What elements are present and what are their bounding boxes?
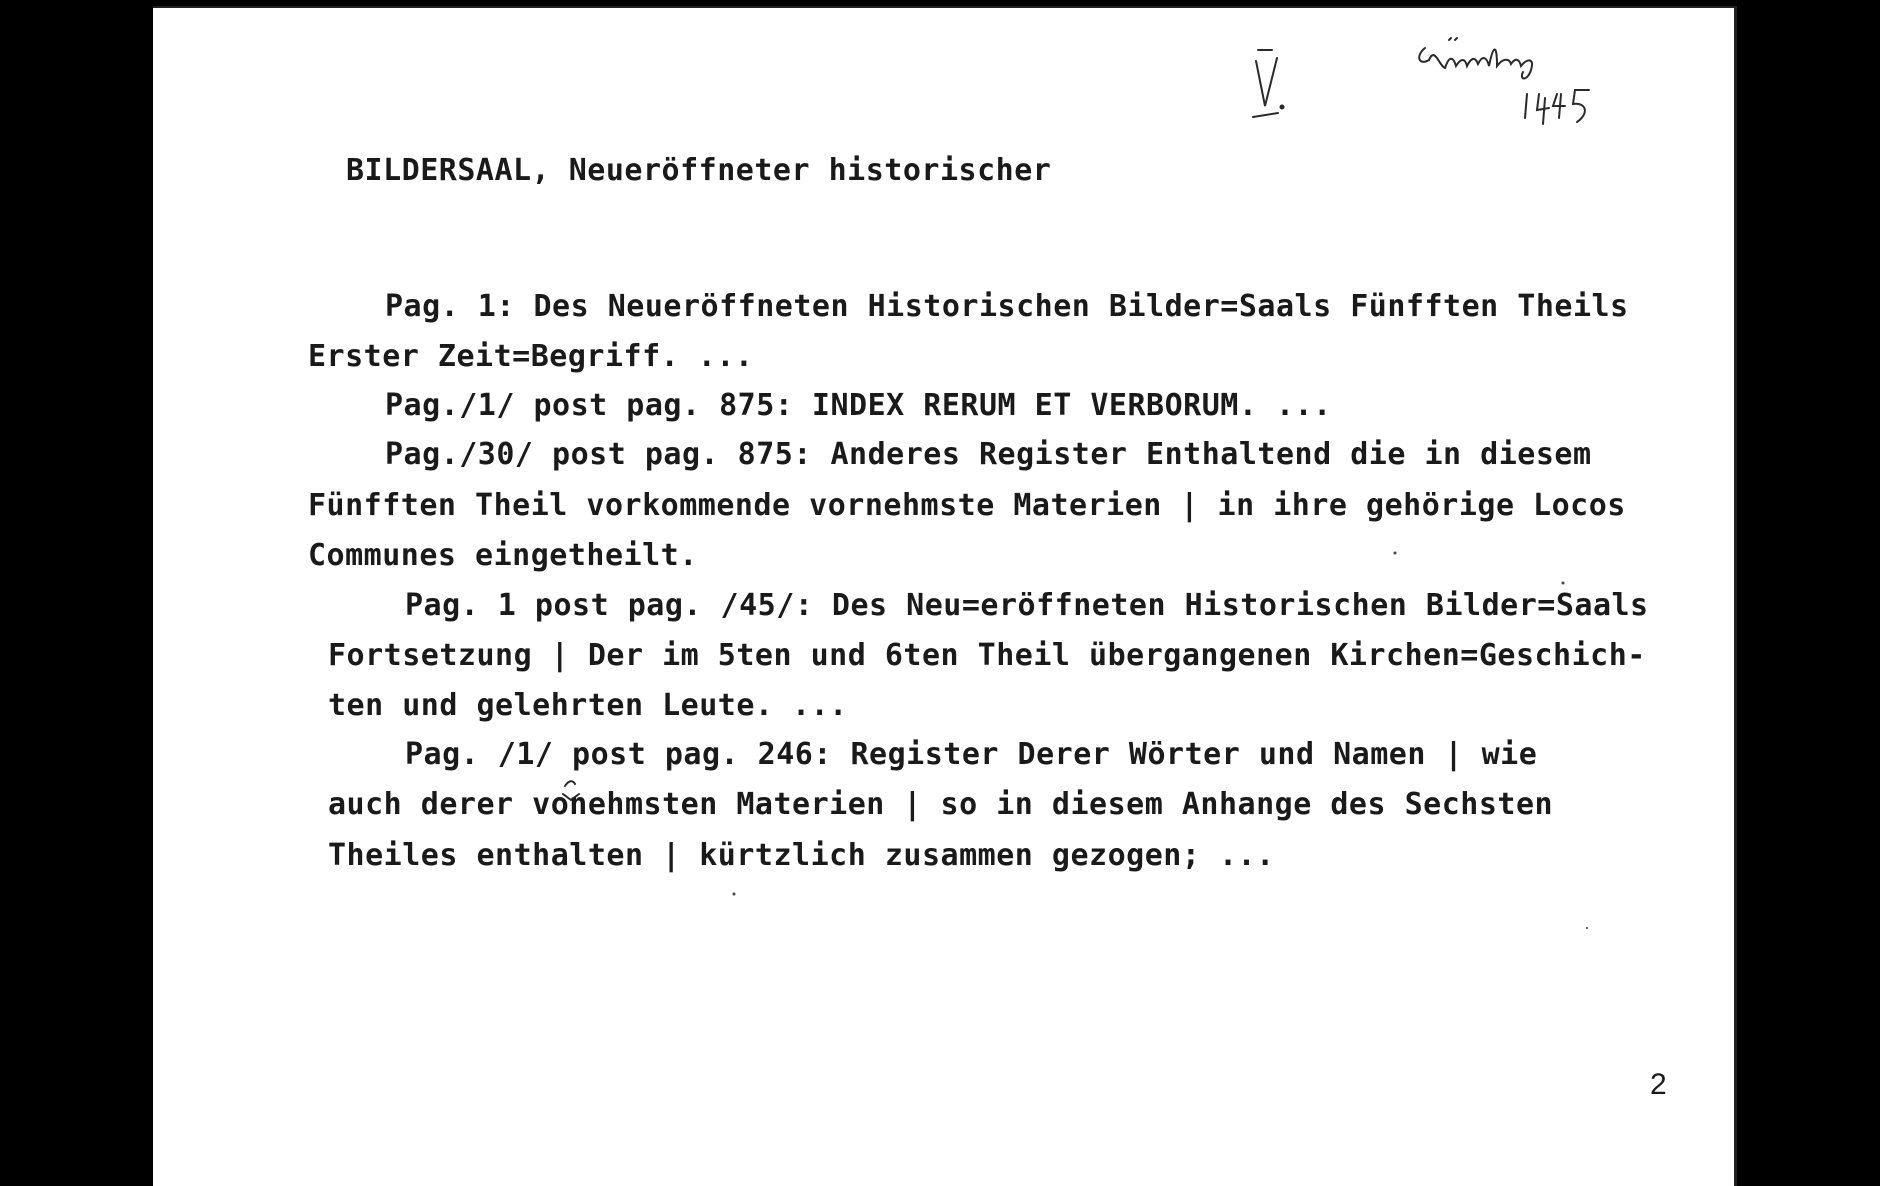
card-heading: BILDERSAAL, Neueröffneter historischer (346, 153, 1052, 188)
entry-line-4: Pag./30/ post pag. 875: Anderes Register Enthaltend die in diesem (385, 437, 1592, 472)
entry-line-8: Fortsetzung | Der im 5ten und 6ten Theil übergangenen Kirchen=Geschich- (328, 638, 1646, 673)
roman-numeral-v (1256, 58, 1277, 106)
index-card (153, 6, 1737, 1186)
year-digit-7 (1537, 94, 1549, 124)
entry-line-7: Pag. 1 post pag. /45/: Des Neu=eröffneten Historischen Bilder=Saals (405, 588, 1649, 623)
year-digit-1 (1525, 94, 1527, 118)
insertion-mark (565, 781, 575, 786)
place-scrawl (1419, 48, 1532, 79)
year-digit-4 (1553, 94, 1565, 118)
roman-numeral-underline (1253, 113, 1278, 117)
entry-line-12: Theiles enthalten | kürtzlich zusammen gezogen; ... (328, 838, 1275, 873)
entry-line-10: Pag. /1/ post pag. 246: Register Derer Wörter und Namen | wie (405, 737, 1538, 772)
entry-line-6: Communes eingetheilt. (308, 538, 698, 573)
entry-line-1: Pag. 1: Des Neueröffneten Historischen Bilder=Saals Fünfften Theils (385, 289, 1629, 324)
page-number: 2 (1650, 1068, 1667, 1101)
entry-line-2: Erster Zeit=Begriff. ... (308, 339, 754, 374)
year-digit-5 (1573, 90, 1589, 122)
entry-line-11: auch derer vonehmsten Materien | so in diesem Anhange des Sechsten (328, 787, 1554, 822)
entry-line-9: ten und gelehrten Leute. ... (328, 688, 848, 723)
entry-line-5: Fünfften Theil vorkommende vornehmste Materien | in ihre gehörige Locos (308, 488, 1626, 523)
entry-line-3: Pag./1/ post pag. 875: INDEX RERUM ET VERBORUM. ... (385, 388, 1332, 423)
